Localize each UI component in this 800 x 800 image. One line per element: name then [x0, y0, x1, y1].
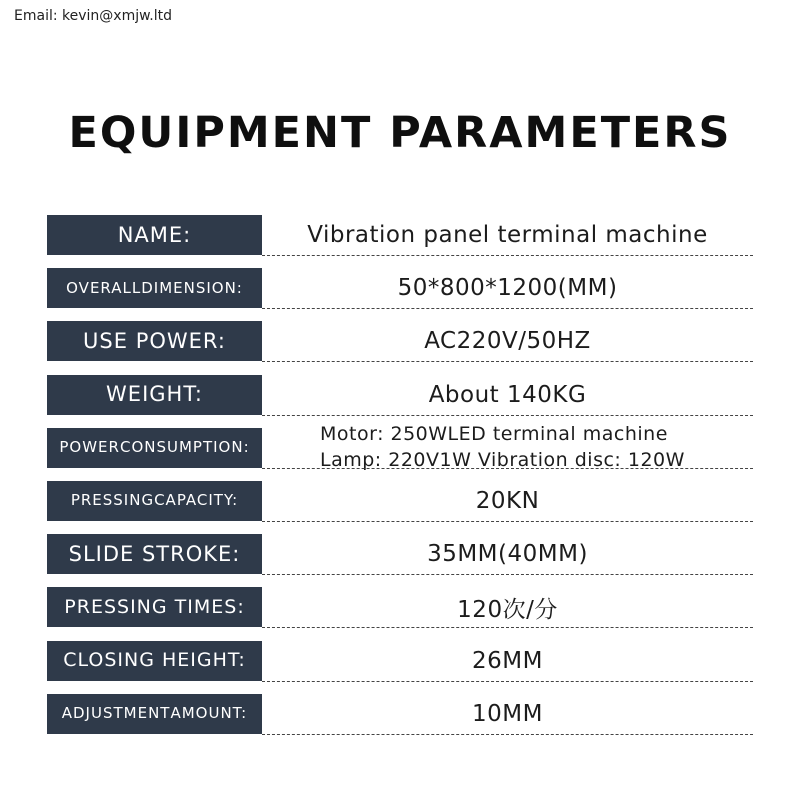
param-row-adjustment-amount: [47, 694, 753, 734]
param-label: [47, 587, 262, 627]
param-label-line: WEIGHT:: [106, 382, 203, 407]
param-row-closing-height: [47, 641, 753, 681]
row-divider: [262, 308, 753, 309]
param-row-pressing-capacity: [47, 481, 753, 521]
param-value: [262, 215, 753, 255]
param-label: [47, 641, 262, 681]
row-divider: [262, 415, 753, 416]
param-label-line: OVERALL: [66, 278, 142, 297]
page-title: EQUIPMENT PARAMETERS: [68, 108, 732, 158]
param-label: [47, 481, 262, 521]
param-value-line: Vibration panel terminal machine: [307, 222, 708, 248]
contact-email: Email: kevin@xmjw.ltd: [14, 8, 172, 24]
row-divider: [262, 681, 753, 682]
row-divider: [262, 627, 753, 628]
param-label-line: ADJUSTMENT: [61, 704, 171, 723]
param-label: [47, 534, 262, 574]
param-value-line: 50*800*1200(MM): [397, 275, 618, 302]
param-label-line: CONSUMPTION:: [119, 438, 250, 457]
param-label: [47, 428, 262, 468]
param-label-line: POWER: [59, 438, 120, 457]
param-value: [262, 534, 753, 574]
param-label: [47, 375, 262, 415]
param-label: [47, 268, 262, 308]
parameters-table: [47, 215, 753, 747]
param-value-line: 26MM: [472, 647, 543, 674]
row-divider: [262, 468, 753, 469]
param-value: [262, 694, 753, 734]
param-row-use-power: [47, 321, 753, 361]
param-label-line: DIMENSION:: [141, 278, 243, 297]
param-row-pressing-times: [47, 587, 753, 627]
param-value: [262, 587, 753, 627]
param-label-line: CAPACITY:: [154, 491, 239, 510]
param-label-line: SLIDE STROKE:: [68, 541, 241, 566]
row-divider: [262, 734, 753, 735]
param-row-weight: [47, 375, 753, 415]
param-row-power-consumption: [47, 423, 753, 471]
param-value: [262, 423, 753, 471]
row-divider: [262, 255, 753, 256]
param-row-name: [47, 215, 753, 255]
param-label: [47, 215, 262, 255]
param-value-line: 10MM: [472, 700, 543, 727]
param-value-line: AC220V/50HZ: [424, 328, 591, 355]
param-label-line: USE POWER:: [83, 328, 226, 353]
param-value-line: About 140KG: [428, 381, 587, 408]
param-row-overall-dimension: [47, 268, 753, 308]
param-value-line: Lamp: 220V1W Vibration disc: 120W: [320, 448, 685, 471]
param-value-line: 120次/分: [457, 596, 558, 623]
param-label-line: PRESSING TIMES:: [64, 595, 245, 618]
param-value-line: Motor: 250WLED terminal machine: [320, 423, 668, 446]
row-divider: [262, 574, 753, 575]
row-divider: [262, 521, 753, 522]
param-label-line: PRESSING: [70, 491, 155, 510]
param-value: [262, 268, 753, 308]
param-value: [262, 481, 753, 521]
param-value: [262, 321, 753, 361]
param-value: [262, 375, 753, 415]
param-label-line: CLOSING HEIGHT:: [63, 649, 246, 671]
param-value: [262, 641, 753, 681]
param-value-line: 20KN: [475, 487, 540, 514]
param-row-slide-stroke: [47, 534, 753, 574]
param-label-line: AMOUNT:: [170, 704, 248, 723]
param-label: [47, 321, 262, 361]
row-divider: [262, 361, 753, 362]
param-label-line: NAME:: [117, 222, 192, 247]
param-value-line: 35MM(40MM): [427, 541, 588, 568]
param-label: [47, 694, 262, 734]
